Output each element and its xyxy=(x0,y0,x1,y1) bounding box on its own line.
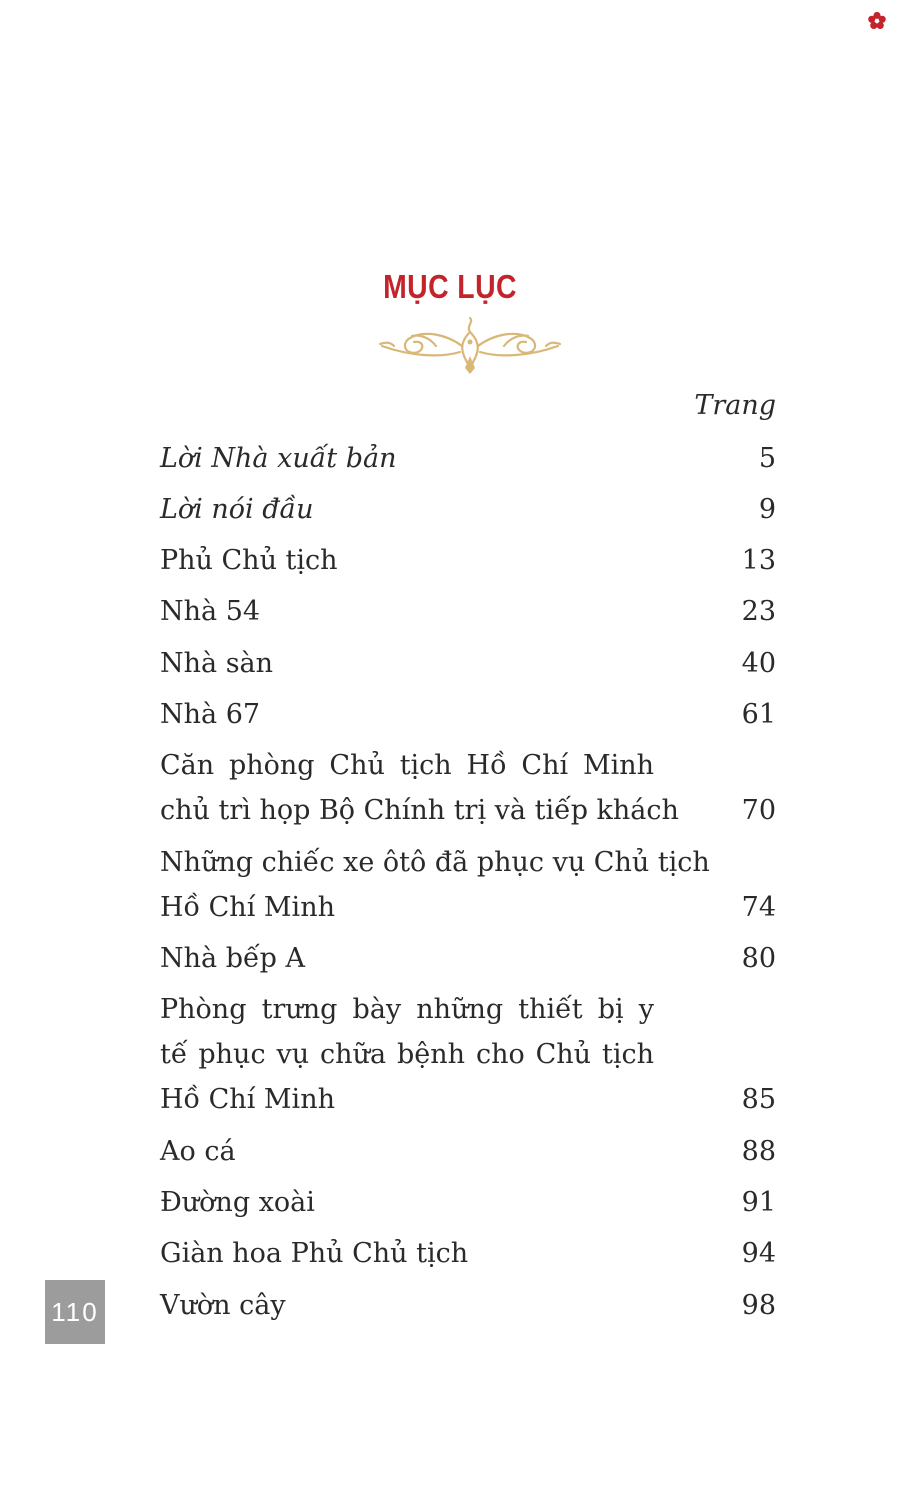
toc-entry-page: 74 xyxy=(741,892,776,923)
toc-entry-page: 98 xyxy=(741,1290,776,1321)
toc-entry-title: Ao cá xyxy=(160,1136,236,1167)
toc-entry-page: 61 xyxy=(741,699,776,730)
toc-entry[interactable] xyxy=(160,1283,776,1328)
toc-entry-title: Phủ Chủ tịch xyxy=(160,545,338,576)
toc-entry-page: 13 xyxy=(741,545,776,576)
toc-entry-page: 88 xyxy=(741,1136,776,1167)
page-column-label: Trang xyxy=(694,390,776,421)
page-number-badge: 110 xyxy=(45,1280,105,1344)
toc-entry-title: Hồ Chí Minh xyxy=(160,892,335,923)
toc-entry-title: Đường xoài xyxy=(160,1187,315,1218)
toc-entry[interactable] xyxy=(160,1129,776,1174)
toc-entry-title: Phòng trưng bày những thiết bị y xyxy=(160,994,654,1025)
toc-entry-title: Nhà sàn xyxy=(160,648,274,679)
toc-entry[interactable] xyxy=(160,743,776,833)
toc-entry[interactable] xyxy=(160,987,776,1122)
toc-entry-title: Căn phòng Chủ tịch Hồ Chí Minh xyxy=(160,750,654,781)
toc-entry[interactable] xyxy=(160,487,776,532)
toc-entry-title: Vườn cây xyxy=(160,1290,286,1321)
toc-entry-title: Lời Nhà xuất bản xyxy=(160,443,397,474)
toc-entry-page: 40 xyxy=(741,648,776,679)
toc-entry[interactable] xyxy=(160,538,776,583)
toc-entry-title: Giàn hoa Phủ Chủ tịch xyxy=(160,1238,469,1269)
toc-entry-page: 85 xyxy=(741,1084,776,1115)
toc-entry-page: 5 xyxy=(758,443,776,474)
toc-entry-title: Lời nói đầu xyxy=(160,494,314,525)
toc-entry[interactable] xyxy=(160,436,776,481)
toc-entry[interactable] xyxy=(160,1231,776,1276)
toc-entry-page: 91 xyxy=(741,1187,776,1218)
toc-entry-title: Nhà 54 xyxy=(160,596,261,627)
toc-entry-page: 80 xyxy=(741,943,776,974)
page-title: MỤC LỤC xyxy=(383,268,517,305)
toc-entry-title: Nhà bếp A xyxy=(160,943,305,974)
flower-icon xyxy=(866,10,888,32)
toc-entry[interactable] xyxy=(160,936,776,981)
ornament-divider-icon xyxy=(376,316,564,374)
toc-entry-title: Những chiếc xe ôtô đã phục vụ Chủ tịch xyxy=(160,847,710,878)
toc-entry-title: Nhà 67 xyxy=(160,699,261,730)
toc-entry[interactable] xyxy=(160,692,776,737)
toc-entry[interactable] xyxy=(160,1180,776,1225)
toc-entry-title: tế phục vụ chữa bệnh cho Chủ tịch xyxy=(160,1039,654,1070)
toc-entry-page: 23 xyxy=(741,596,776,627)
toc-entry[interactable] xyxy=(160,589,776,634)
toc-entry-page: 94 xyxy=(741,1238,776,1269)
toc-entry-page: 9 xyxy=(758,494,776,525)
toc-entry-title: chủ trì họp Bộ Chính trị và tiếp khách xyxy=(160,795,679,826)
toc-entry-page: 70 xyxy=(741,795,776,826)
toc-entry-title: Hồ Chí Minh xyxy=(160,1084,335,1115)
toc-entry[interactable] xyxy=(160,641,776,686)
toc-entry[interactable] xyxy=(160,840,776,930)
